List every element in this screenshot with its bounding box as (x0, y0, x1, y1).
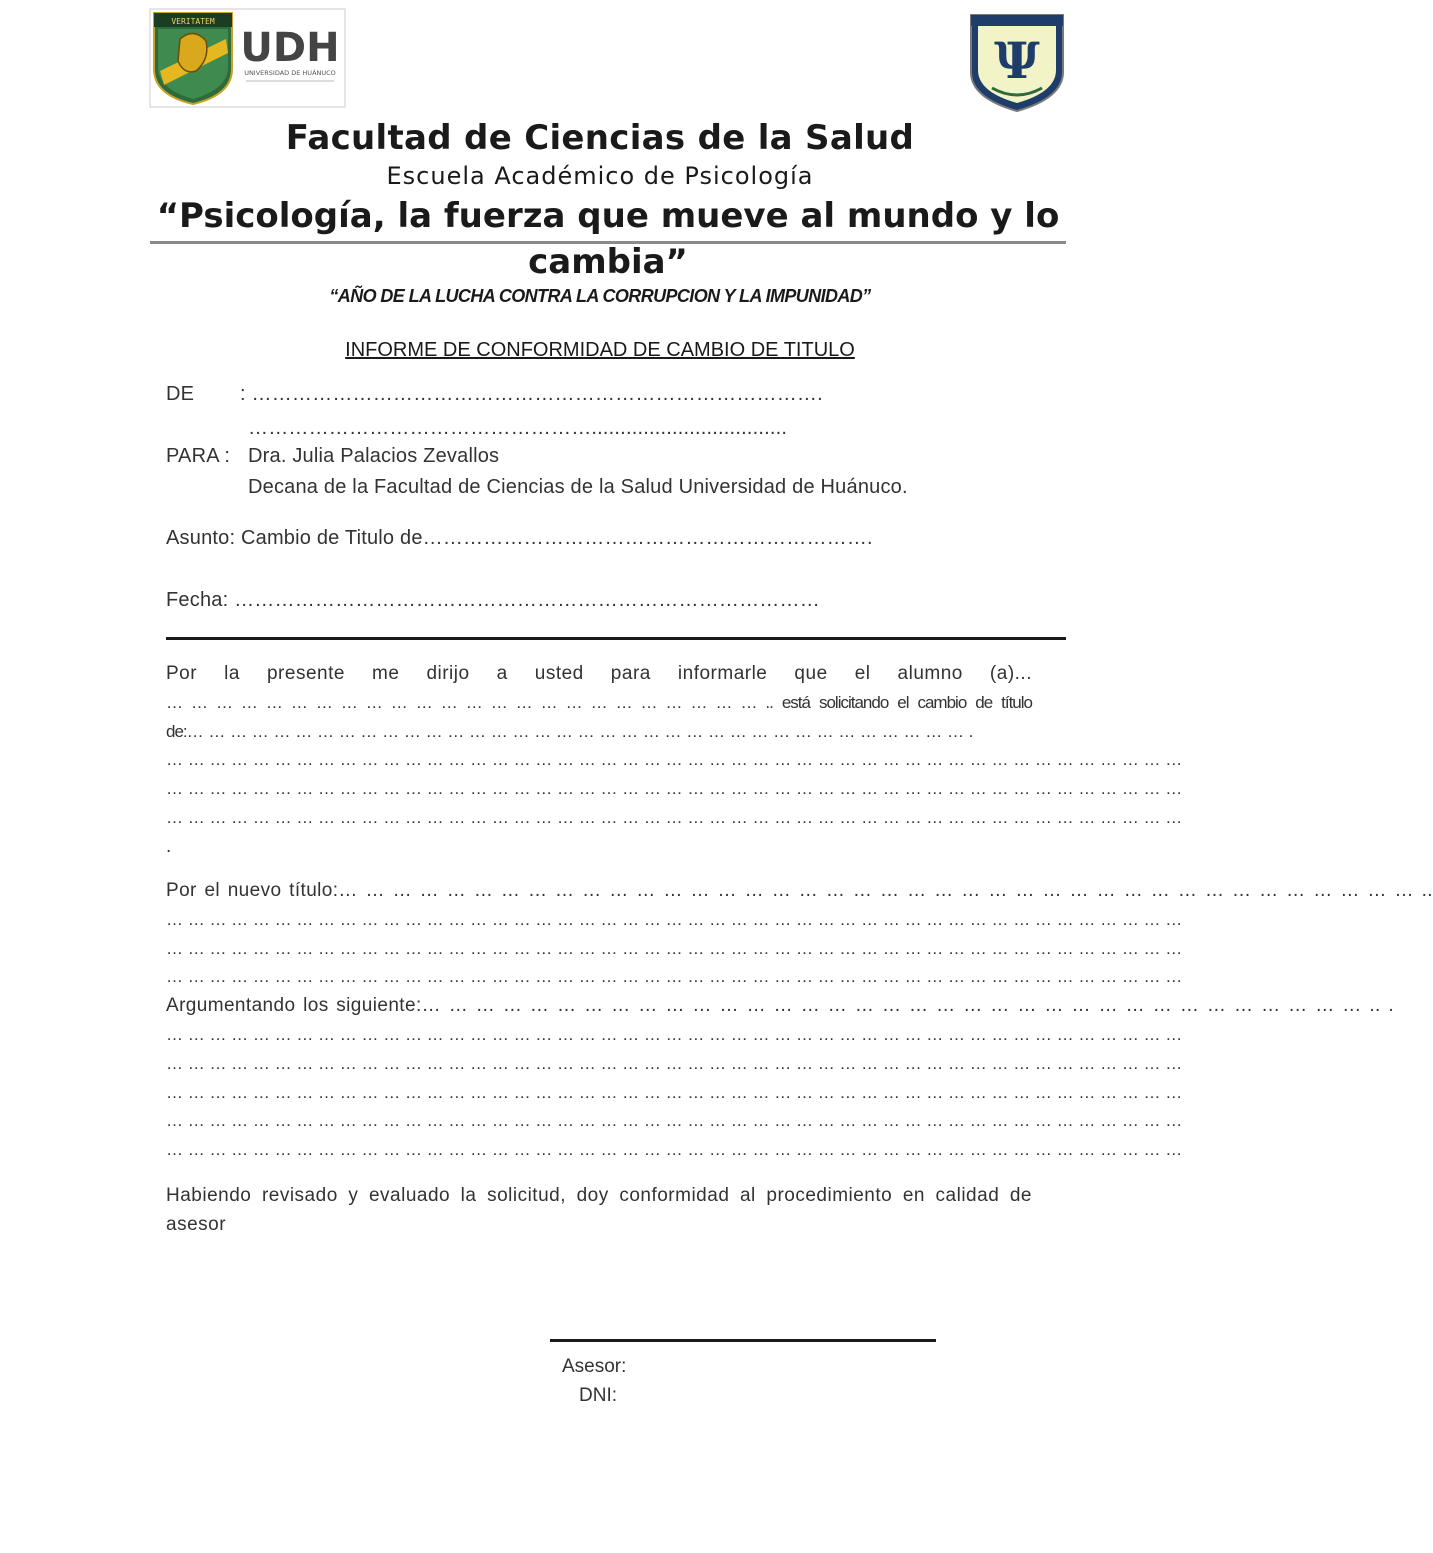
school-name: Escuela Académico de Psicología (386, 162, 814, 190)
report-title: INFORME DE CONFORMIDAD DE CAMBIO DE TITULO (345, 339, 855, 361)
udh-banner-text: VERITATEM (171, 17, 215, 26)
dni-label: DNI: (579, 1385, 617, 1406)
blank-line: … … … … … … … … … … … … … … … … … … … … … … … … … … … … … … … … … … … … … … … … … … … … … … … (166, 1053, 1182, 1073)
blank-line: … … … … … … … … … … … … … … … … … … … … … … … … … … … … … … … … … … … … … … … … … … … … … … … (166, 1024, 1182, 1044)
conformity-paragraph: Habiendo revisado y evaluado la solicitud, doy conformidad al procedimiento en calidad de asesor (166, 1185, 1032, 1235)
de-blank-line-2: …………………………………………….................................. (248, 417, 788, 439)
blank-line: … … … … … … … … … … … … … … … … … … … … … … … … … … … … … … … … … … … … … … … … … … … … … … … (166, 807, 1182, 827)
arguments-label: Argumentando los siguiente:… … … … … … … … … … … … … … … … … … … … … … … … … … … … … … … … … … … .. . (166, 995, 1395, 1017)
de-blank-line-1: : …………………………………………………………………………. (240, 383, 823, 405)
body-divider (166, 637, 1066, 640)
udh-name: UNIVERSIDAD DE HUÁNUCO (244, 69, 336, 77)
date-line: Fecha: …………………………………………………………………………… (166, 589, 820, 611)
recipient-name: Dra. Julia Palacios Zevallos (248, 445, 500, 467)
intro-line-2: … … … … … … … … … … … … … … … … … … … … … … … … .. está solicitando el cambio de título (166, 692, 1032, 712)
intro-line-3: de:… … … … … … … … … … … … … … … … … … … … … … … … … … … … … … … … … … … … . (166, 721, 973, 741)
blank-line: … … … … … … … … … … … … … … … … … … … … … … … … … … … … … … … … … … … … … … … … … … … … … … … (166, 750, 1182, 770)
intro-line-1: Por la presente me dirijo a usted para informarle que el alumno (a)... (166, 663, 1032, 684)
faculty-title: Facultad de Ciencias de la Salud (285, 118, 915, 158)
blank-line: … … … … … … … … … … … … … … … … … … … … … … … … … … … … … … … … … … … … … … … … … … … … … … … (166, 967, 1182, 987)
blank-line: … … … … … … … … … … … … … … … … … … … … … … … … … … … … … … … … … … … … … … … … … … … … … … … (166, 1140, 1182, 1160)
blank-line: … … … … … … … … … … … … … … … … … … … … … … … … … … … … … … … … … … … … … … … … … … … … … … … (166, 779, 1182, 799)
blank-line-end: . (166, 835, 172, 857)
psychology-shield-logo (968, 12, 1066, 114)
para-label: PARA : (166, 445, 231, 467)
advisor-label: Asesor: (562, 1356, 627, 1377)
intro-paragraph (166, 660, 1182, 862)
new-title-label: Por el nuevo título:… … … … … … … … … … … … … … … … … … … … … … … … … … … … … … … … … … … … … … … … .. (166, 880, 1433, 901)
udh-initials: UDH (240, 25, 340, 71)
udh-logo (150, 9, 345, 107)
blank-line: … … … … … … … … … … … … … … … … … … … … … … … … … … … … … … … … … … … … … … … … … … … … … … … (166, 938, 1182, 958)
motto: “Psicología, la fuerza que mueve al mundo y lo cambia” (156, 196, 1060, 282)
new-title-section (166, 877, 1433, 1165)
year-slogan: “AÑO DE LA LUCHA CONTRA LA CORRUPCION Y LA IMPUNIDAD” (329, 286, 871, 306)
subject-line: Asunto: Cambio de Titulo de…………………………………………………………. (166, 527, 873, 549)
header-divider (150, 241, 1066, 244)
blank-line: … … … … … … … … … … … … … … … … … … … … … … … … … … … … … … … … … … … … … … … … … … … … … … … (166, 909, 1182, 929)
psi-icon: Ψ (994, 31, 1040, 90)
recipient-role: Decana de la Facultad de Ciencias de la Salud Universidad de Huánuco. (248, 476, 908, 498)
blank-line: … … … … … … … … … … … … … … … … … … … … … … … … … … … … … … … … … … … … … … … … … … … … … … … (166, 1082, 1182, 1102)
blank-line: … … … … … … … … … … … … … … … … … … … … … … … … … … … … … … … … … … … … … … … … … … … … … … … (166, 1111, 1182, 1131)
signature-line (550, 1339, 936, 1342)
de-label: DE (166, 383, 195, 405)
